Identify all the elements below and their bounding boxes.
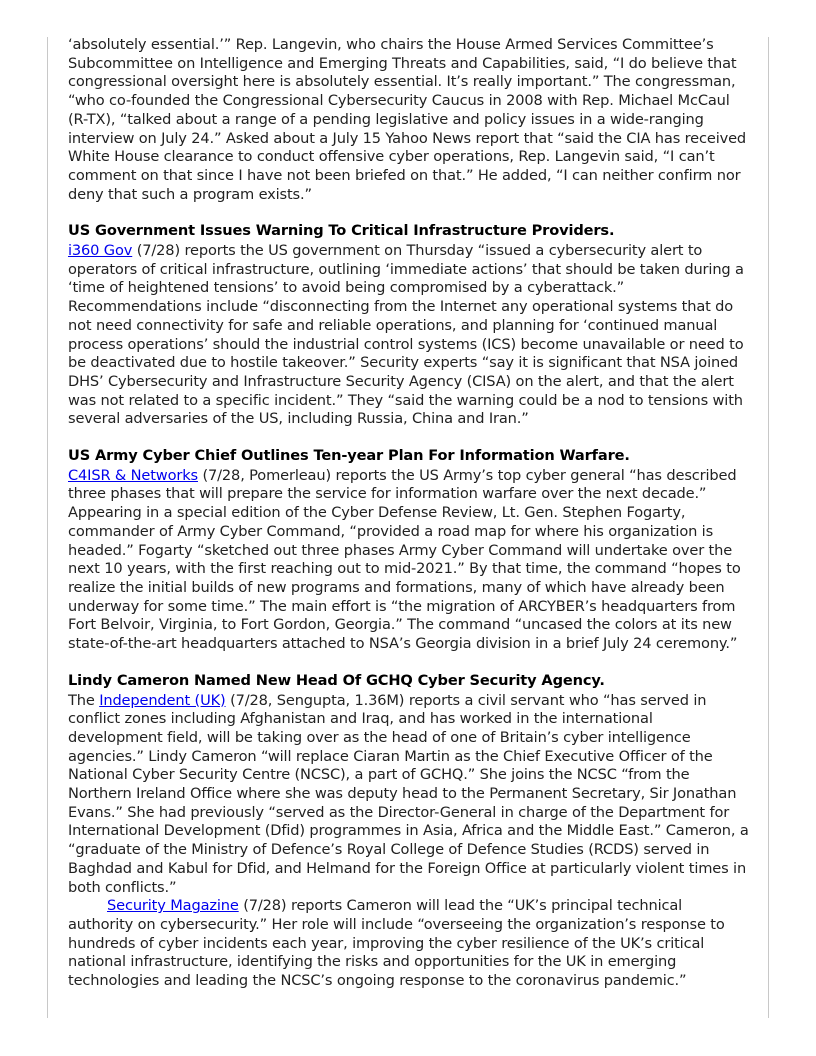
source-link-independent-uk[interactable]: Independent (UK) <box>99 691 226 709</box>
paragraph-text: (7/28, Pomerleau) reports the US Army’s top cyber general “has described three phases that will prepare the service for information warfare over the next decade.” Appearing in a special edition of the Cyber Defense Review, Lt. Gen. Stephen Fogarty, commander of Army Cyber Command, “provided a road map for where his organization is headed.” Fogarty “sketched out three phases Army Cyber Command will undertake over the next 10 years, with the first reaching out to mid-2021.” By that time, the command “hopes to realize the initial builds of new programs and formations, many of which have already been underway for some time.” The main effort is “the migration of ARCYBER’s headquarters from Fort Belvoir, Virginia, to Fort Gordon, Georgia.” The command “uncased the colors at its new state-of-the-art headquarters attached to NSA’s Georgia division in a brief July 24 ceremony.” <box>68 466 741 653</box>
article-paragraph <box>68 36 750 204</box>
paragraph-text: (7/28) reports the US government on Thursday “issued a cybersecurity alert to operators of critical infrastructure, outlining ‘immediate actions’ that should be taken during a ‘time of heightened tensions’ to avoid being compromised by a cyberattack.” Recommendations include “disconnecting from the Internet any operational systems that do not need connectivity for safe and reliable operations, and planning for ‘continued manual process operations’ should the industrial control systems (ICS) become unavailable or need to be deactivated due to hostile takeover.” Security experts “say it is significant that NSA joined DHS’ Cybersecurity and Infrastructure Security Agency (CISA) on the alert, and that the alert was not related to a specific incident.” They “said the warning could be a nod to tensions with several adversaries of the US, including Russia, China and Iran.” <box>68 242 744 428</box>
article-paragraph <box>68 897 750 991</box>
section-spacer <box>68 204 750 222</box>
section-spacer <box>68 429 750 447</box>
paragraph-text: (7/28, Sengupta, 1.36M) reports a civil servant who “has served in conflict zones including Afghanistan and Iraq, and has worked in the international development field, will be taking over as the head of one of Britain’s cyber intelligence agencies.” Lindy Cameron “will replace Ciaran Martin as the Chief Executive Officer of the National Cyber Security Centre (NCSC), a part of GCHQ.” She joins the NCSC “from the Northern Ireland Office where she was deputy head to the Permanent Secretary, Sir Jonathan Evans.” She had previously “served as the Director-General in charge of the Department for International Development (Dfid) programmes in Asia, Africa and the Middle East.” Cameron, a “graduate of the Ministry of Defence’s Royal College of Defence Studies (RCDS) served in Baghdad and Kabul for Dfid, and Helmand for the Foreign Office at particularly violent times in both conflicts.” <box>68 691 749 896</box>
paragraph-text: (7/28) reports Cameron will lead the “UK’s principal technical authority on cybersecurity.” Her role will include “overseeing the organization’s response to hundreds of cyber incidents each year, improving the cyber resilience of the UK’s critical national infrastructure, identifying the risks and opportunities for the UK in emerging technologies and leading the NCSC’s ongoing response to the coronavirus pandemic.” <box>68 897 725 990</box>
article-heading: Lindy Cameron Named New Head Of GCHQ Cyber Security Agency. <box>68 671 605 689</box>
source-link-security-magazine[interactable]: Security Magazine <box>107 897 239 915</box>
article-paragraph <box>68 692 750 898</box>
article-langevin <box>68 36 750 204</box>
document-body <box>68 36 750 991</box>
section-spacer <box>68 654 750 672</box>
article-paragraph <box>68 467 750 654</box>
paragraph-prefix: The <box>68 691 100 709</box>
article-infrastructure-warning <box>68 222 750 429</box>
article-army-cyber-plan <box>68 447 750 654</box>
article-heading: US Army Cyber Chief Outlines Ten-year Plan For Information Warfare. <box>68 447 630 465</box>
source-link-c4isr-networks[interactable]: C4ISR & Networks <box>68 466 198 484</box>
article-gchq-head <box>68 672 750 991</box>
paragraph-text: ‘absolutely essential.’” Rep. Langevin, who chairs the House Armed Services Committee’s Subcommittee on Intelligence and Emerging Threats and Capabilities, said, “I do believe that congressional oversight here is absolutely essential. It’s really important.” The congressman, “who co-founded the Congressional Cybersecurity Caucus in 2008 with Rep. Michael McCaul (R-TX), “talked about a range of a pending legislative and policy issues in a wide-ranging interview on July 24.” Asked about a July 15 Yahoo News report that “said the CIA has received White House clearance to conduct offensive cyber operations, Rep. Langevin said, “I can’t comment on that since I have not been briefed on that.” He added, “I can neither confirm nor deny that such a program exists.” <box>68 36 747 203</box>
source-link-i360-gov[interactable]: i360 Gov <box>68 242 133 260</box>
article-paragraph <box>68 242 750 429</box>
article-heading: US Government Issues Warning To Critical Infrastructure Providers. <box>68 222 615 240</box>
